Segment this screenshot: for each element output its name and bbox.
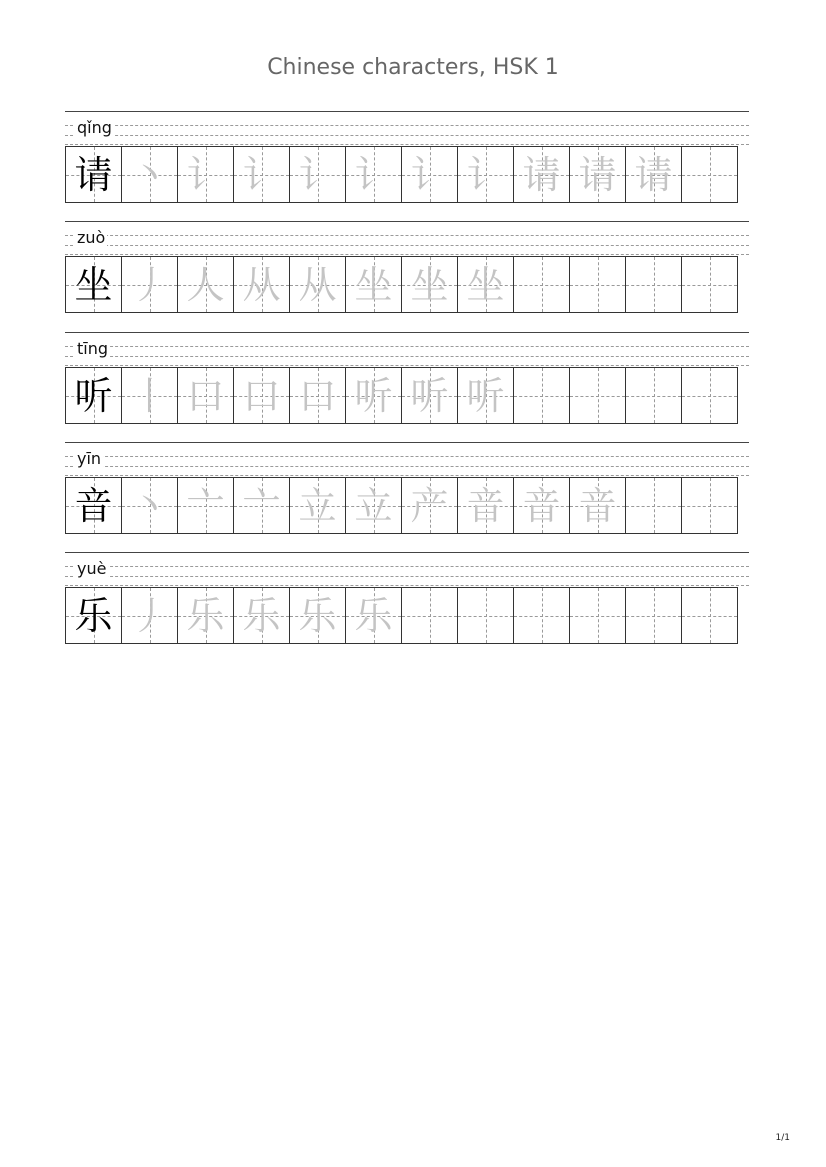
model-character-cell [65, 256, 122, 313]
stroke-order-trace [682, 368, 737, 423]
pinyin-guide-line [65, 365, 749, 366]
stroke-order-trace: 坐 [466, 262, 505, 307]
pinyin-guide-line [65, 245, 749, 246]
practice-cell[interactable] [457, 256, 514, 313]
character-grid [65, 367, 749, 424]
stroke-order-trace [626, 368, 681, 423]
practice-cell[interactable] [121, 367, 178, 424]
practice-cell[interactable] [569, 367, 626, 424]
pinyin-band [65, 442, 749, 477]
stroke-order-trace: 听 [410, 373, 449, 418]
practice-cell[interactable] [121, 477, 178, 534]
stroke-order-trace: 讠 [410, 152, 449, 197]
practice-cell[interactable] [121, 587, 178, 644]
practice-cell[interactable] [457, 477, 514, 534]
stroke-order-trace [682, 478, 737, 533]
page-title: Chinese characters, HSK 1 [267, 55, 559, 80]
stroke-order-trace: 乐 [354, 593, 393, 638]
practice-cell[interactable] [513, 256, 570, 313]
stroke-order-trace [682, 588, 737, 643]
model-character: 听 [74, 373, 113, 418]
stroke-order-trace: 从 [242, 262, 281, 307]
practice-cell[interactable] [625, 256, 682, 313]
stroke-order-trace: 请 [578, 152, 617, 197]
practice-cell[interactable] [289, 477, 346, 534]
stroke-order-trace [682, 257, 737, 312]
practice-cell[interactable] [401, 367, 458, 424]
stroke-order-trace: 音 [578, 483, 617, 528]
practice-row [65, 221, 749, 313]
pinyin-label: tīng [77, 339, 109, 358]
stroke-order-trace: 音 [466, 483, 505, 528]
practice-cell[interactable] [345, 587, 402, 644]
practice-row [65, 332, 749, 424]
stroke-order-trace [514, 588, 569, 643]
pinyin-label: qǐng [77, 118, 112, 137]
stroke-order-trace: 坐 [410, 262, 449, 307]
practice-cell[interactable] [289, 367, 346, 424]
practice-cell[interactable] [121, 146, 178, 203]
stroke-order-trace: 请 [634, 152, 673, 197]
stroke-order-trace: 口 [298, 373, 337, 418]
stroke-order-trace: 乐 [186, 593, 225, 638]
pinyin-guide-line [65, 254, 749, 255]
stroke-order-trace: 讠 [354, 152, 393, 197]
practice-row [65, 111, 749, 203]
character-grid [65, 256, 749, 313]
practice-cell[interactable] [513, 146, 570, 203]
practice-cell[interactable] [345, 367, 402, 424]
practice-cell[interactable] [345, 146, 402, 203]
practice-cell[interactable] [401, 146, 458, 203]
practice-cell[interactable] [457, 587, 514, 644]
practice-cell[interactable] [177, 146, 234, 203]
pinyin-band [65, 221, 749, 256]
stroke-order-trace: 讠 [298, 152, 337, 197]
stroke-order-trace [570, 257, 625, 312]
practice-cell[interactable] [289, 587, 346, 644]
practice-cell[interactable] [513, 477, 570, 534]
stroke-order-trace: 乐 [242, 593, 281, 638]
practice-cell[interactable] [289, 146, 346, 203]
pinyin-guide-line [65, 456, 749, 457]
practice-cell[interactable] [401, 477, 458, 534]
practice-cell[interactable] [233, 477, 290, 534]
practice-cell[interactable] [681, 367, 738, 424]
practice-cell[interactable] [681, 146, 738, 203]
pinyin-label: yīn [77, 449, 102, 468]
pinyin-label: yuè [77, 559, 107, 578]
stroke-order-trace: 讠 [466, 152, 505, 197]
stroke-order-trace: 音 [522, 483, 561, 528]
practice-cell[interactable] [457, 367, 514, 424]
practice-cell[interactable] [681, 256, 738, 313]
pinyin-guide-line [65, 346, 749, 347]
stroke-order-trace: 听 [466, 373, 505, 418]
character-grid [65, 477, 749, 534]
pinyin-guide-line [65, 576, 749, 577]
practice-cell[interactable] [569, 256, 626, 313]
stroke-order-trace: 口 [186, 373, 225, 418]
pinyin-label: zuò [77, 228, 106, 247]
stroke-order-trace: 丨 [130, 373, 169, 418]
stroke-order-trace [402, 588, 457, 643]
pinyin-band [65, 552, 749, 587]
stroke-order-trace: 讠 [186, 152, 225, 197]
practice-cell[interactable] [233, 587, 290, 644]
practice-cell[interactable] [569, 477, 626, 534]
pinyin-guide-line [65, 356, 749, 357]
character-grid [65, 146, 749, 203]
stroke-order-trace [626, 588, 681, 643]
stroke-order-trace [570, 588, 625, 643]
practice-cell[interactable] [345, 477, 402, 534]
pinyin-guide-line [65, 144, 749, 145]
practice-cell[interactable] [457, 146, 514, 203]
stroke-order-trace: 口 [242, 373, 281, 418]
pinyin-guide-line [65, 566, 749, 567]
practice-cell[interactable] [345, 256, 402, 313]
pinyin-guide-line [65, 466, 749, 467]
practice-cell[interactable] [401, 256, 458, 313]
stroke-order-trace: 人 [186, 262, 225, 307]
practice-cell[interactable] [513, 367, 570, 424]
practice-cell[interactable] [625, 587, 682, 644]
stroke-order-trace: 产 [410, 483, 449, 528]
model-character: 请 [74, 152, 113, 197]
stroke-order-trace: 乐 [298, 593, 337, 638]
model-character: 乐 [74, 593, 113, 638]
model-character-cell [65, 587, 122, 644]
stroke-order-trace: 讠 [242, 152, 281, 197]
stroke-order-trace [626, 257, 681, 312]
practice-row [65, 552, 749, 644]
model-character-cell [65, 146, 122, 203]
pinyin-guide-line [65, 585, 749, 586]
stroke-order-trace: 从 [298, 262, 337, 307]
practice-cell[interactable] [289, 256, 346, 313]
stroke-order-trace: 丶 [130, 152, 169, 197]
practice-cell[interactable] [233, 367, 290, 424]
stroke-order-trace [514, 368, 569, 423]
practice-cell[interactable] [177, 367, 234, 424]
stroke-order-trace: 立 [298, 483, 337, 528]
pinyin-guide-line [65, 475, 749, 476]
pinyin-guide-line [65, 135, 749, 136]
practice-cell[interactable] [121, 256, 178, 313]
practice-cell[interactable] [177, 256, 234, 313]
stroke-order-trace [458, 588, 513, 643]
stroke-order-trace: 丿 [130, 593, 169, 638]
pinyin-guide-line [65, 125, 749, 126]
practice-cell[interactable] [625, 367, 682, 424]
character-grid [65, 587, 749, 644]
stroke-order-trace [514, 257, 569, 312]
practice-cell[interactable] [233, 146, 290, 203]
model-character: 音 [74, 483, 113, 528]
practice-cell[interactable] [625, 146, 682, 203]
stroke-order-trace: 丶 [130, 483, 169, 528]
stroke-order-trace: 听 [354, 373, 393, 418]
practice-cell[interactable] [401, 587, 458, 644]
practice-cell[interactable] [233, 256, 290, 313]
stroke-order-trace [682, 147, 737, 202]
practice-cell[interactable] [625, 477, 682, 534]
pinyin-band [65, 332, 749, 367]
practice-cell[interactable] [513, 587, 570, 644]
pinyin-band [65, 111, 749, 146]
stroke-order-trace [626, 478, 681, 533]
model-character-cell [65, 367, 122, 424]
page-number: 1/1 [775, 1133, 790, 1143]
stroke-order-trace [570, 368, 625, 423]
stroke-order-trace: 亠 [242, 483, 281, 528]
stroke-order-trace: 立 [354, 483, 393, 528]
practice-cell[interactable] [177, 587, 234, 644]
stroke-order-trace: 亠 [186, 483, 225, 528]
practice-cell[interactable] [177, 477, 234, 534]
practice-cell[interactable] [681, 477, 738, 534]
practice-cell[interactable] [569, 146, 626, 203]
practice-row [65, 442, 749, 534]
pinyin-guide-line [65, 235, 749, 236]
stroke-order-trace: 请 [522, 152, 561, 197]
model-character-cell [65, 477, 122, 534]
practice-cell[interactable] [569, 587, 626, 644]
model-character: 坐 [74, 262, 113, 307]
stroke-order-trace: 坐 [354, 262, 393, 307]
practice-cell[interactable] [681, 587, 738, 644]
stroke-order-trace: 丿 [130, 262, 169, 307]
